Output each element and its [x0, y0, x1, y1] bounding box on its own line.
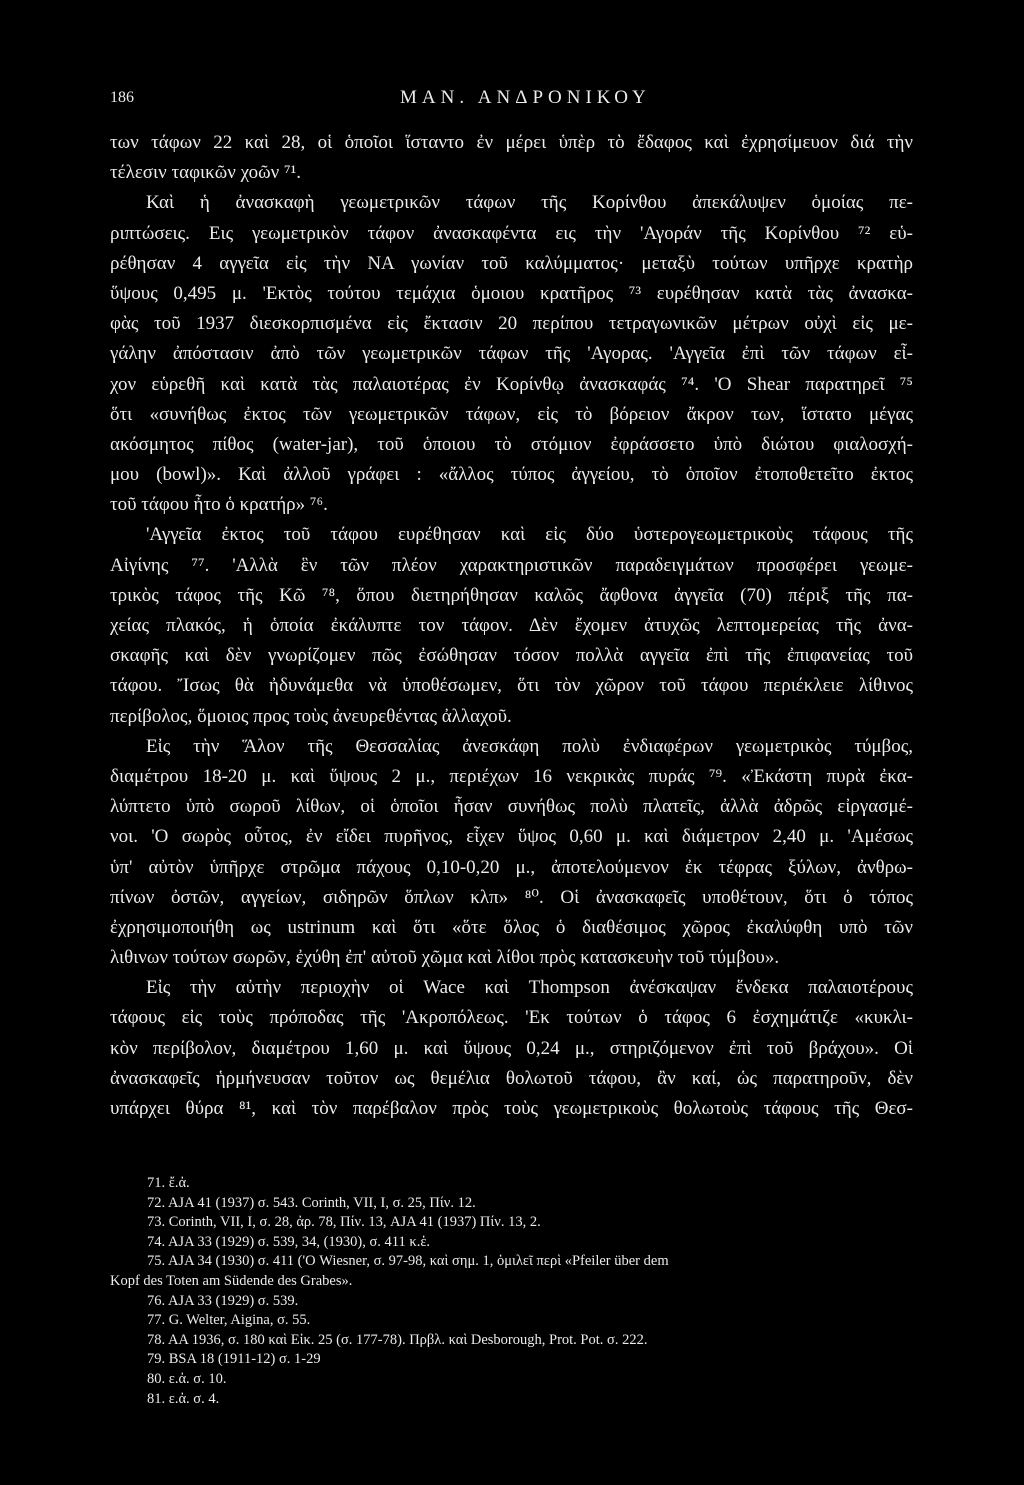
text-line: σκαφῆς καὶ δὲν γνωρίζομεν πῶς ἐσώθησαν τόσον πολλὰ αγγεῖα ἐπὶ τῆς ἐπιφανείας τοῦ	[110, 645, 913, 667]
text-line: Καὶ ἡ ἀνασκαφὴ γεωμετρικῶν τάφων τῆς Κορίνθου ἀπεκάλυψεν ὁμοίας πε-	[146, 192, 913, 214]
text-line: τάφους εἰς τοὺς πρόποδας τῆς 'Ακροπόλεως. 'Εκ τούτων ὁ τάφος 6 ἐσχημάτιζε «κυκλι-	[110, 1007, 913, 1029]
text-line: Εἰς τὴν αὐτὴν περιοχὴν οἱ Wace καὶ Thompson ἀνέσκαψαν ἕνδεκα παλαιοτέρους	[146, 977, 913, 999]
text-line: των τάφων 22 καὶ 28, οἱ ὁποῖοι ἵσταντο ἐν μέρει ὑπὲρ τὸ ἔδαφος καὶ ἐχρησίμευον διά τὴν	[110, 132, 913, 153]
text-line: κὸν περίβολον, διαμέτρου 1,60 μ. καὶ ὕψους 0,24 μ., στηριζόμενον ἐπὶ τοῦ βράχου». Οἱ	[110, 1037, 913, 1059]
text-line: ρέθησαν 4 αγγεῖα εἰς τὴν ΝΑ γωνίαν τοῦ καλύμματος· μεταξὺ τούτων υπῆρχε κρατὴρ	[110, 252, 913, 274]
footnote: 77. G. Welter, Aigina, σ. 55.	[147, 1312, 311, 1329]
text-line: νοι. 'Ο σωρὸς οὗτος, ἐν εἴδει πυρῆνος, εἶχεν ὕψος 0,60 μ. καὶ διάμετρον 2,40 μ. 'Αμέσως	[110, 826, 913, 848]
footnote: 80. ε.ἀ. σ. 10.	[147, 1370, 227, 1387]
page-number: 186	[110, 89, 134, 106]
text-line: χον εὑρεθῆ καὶ κατὰ τὰς παλαιοτέρας ἐν Κορίνθῳ ἀνασκαφάς ⁷⁴. 'Ο Shear παρατηρεῖ ⁷⁵	[110, 373, 913, 395]
text-line: ριπτώσεις. Εις γεωμετρικὸν τάφον ἀνασκαφέντα εις τὴν 'Αγοράν τῆς Κορίνθου ⁷² εὑ-	[110, 222, 913, 244]
text-line: φὰς τοῦ 1937 διεσκορπισμένα εἰς ἔκτασιν 20 περίπου τετραγωνικῶν μέτρων οὐχὶ εἰς με-	[110, 313, 913, 335]
text-line: λιθινων τούτων σωρῶν, ἐχύθη ἐπ' αὐτοῦ χῶμα καὶ λίθοι πρὸς κατασκευὴν τοῦ τύμβου».	[110, 947, 780, 969]
text-line: πίνων ὀστῶν, αγγείων, σιδηρῶν ὅπλων κλπ» ⁸⁰. Οἱ ἀνασκαφεῖς υποθέτουν, ὅτι ὁ τόπος	[110, 886, 913, 908]
text-line: περίβολος, ὅμοιος προς τοὺς ἀνευρεθέντας ἀλλαχοῦ.	[110, 705, 512, 727]
text-line: τρικὸς τάφος τῆς Κῶ ⁷⁸, ὅπου διετηρήθησαν καλῶς ἄφθονα ἀγγεῖα (70) πέριξ τῆς πα-	[110, 584, 913, 606]
text-line: τοῦ τάφου ἦτο ὁ κρατήρ» ⁷⁶.	[110, 494, 328, 516]
running-head: ΜΑΝ. ΑΝΔΡΟΝΙΚΟΥ	[400, 87, 651, 108]
text-line: τάφου. Ἴσως θὰ ἠδυνάμεθα νὰ ὑποθέσωμεν, ὅτι τὸν χῶρον τοῦ τάφου περιέκλειε λίθινος	[110, 675, 913, 697]
text-line: 'Αγγεῖα ἐκτος τοῦ τάφου ευρέθησαν καὶ εἰς δύο ὑστερογεωμετρικοὺς τάφους τῆς	[146, 524, 913, 546]
page-header	[110, 89, 910, 113]
text-line: μου (bowl)». Καὶ ἀλλοῦ γράφει : «ἄλλος τύπος ἀγγείου, τὸ ὁποῖον ἐτοποθετεῖτο ἐκτος	[110, 464, 913, 486]
footnote: 81. ε.ἀ. σ. 4.	[147, 1390, 220, 1407]
footnote: 76. AJA 33 (1929) σ. 539.	[147, 1292, 299, 1309]
body-text	[110, 128, 913, 1124]
footnotes	[110, 1174, 910, 1409]
text-line: λύπτετο ὑπὸ σωροῦ λίθων, οἱ ὁποῖοι ἦσαν συνήθως πολὺ πλατεῖς, ἀλλὰ ἀδρῶς εἰργασμέ-	[110, 796, 913, 818]
text-line: διαμέτρου 18-20 μ. καὶ ὕψους 2 μ., περιέχων 16 νεκρικὰς πυράς ⁷⁹. «Ἐκάστη πυρὰ ἐκα-	[110, 765, 913, 787]
text-line: χείας πλακός, ἡ ὁποία ἐκάλυπτε τον τάφον. Δὲν ἔχομεν ἀτυχῶς λεπτομερείας τῆς ἀνα-	[110, 615, 913, 636]
text-line: Αἰγίνης ⁷⁷. 'Αλλὰ ἓν τῶν πλέον χαρακτηριστικῶν παραδειγμάτων προσφέρει γεωμε-	[110, 554, 913, 576]
text-line: ἐχρησιμοποιήθη ως ustrinum καὶ ὅτι «ὅτε ὅλος ὁ διαθέσιμος χῶρος ἐκαλύφθη υπὸ τῶν	[110, 916, 913, 938]
footnote: 74. AJA 33 (1929) σ. 539, 34, (1930), σ. 411 κ.ἑ.	[147, 1233, 431, 1250]
footnote: 72. AJA 41 (1937) σ. 543. Corinth, VII, I, σ. 25, Πίν. 12.	[147, 1194, 476, 1211]
text-line: τέλεσιν ταφικῶν χοῶν ⁷¹.	[110, 162, 302, 184]
footnote: 79. BSA 18 (1911-12) σ. 1-29	[147, 1351, 321, 1368]
text-line: ὅτι «συνήθως ἐκτος τῶν γεωμετρικῶν τάφων, εἰς τὸ βόρειον ἄκρον των, ἵστατο μέγας	[110, 403, 913, 425]
text-line: υπάρχει θύρα ⁸¹, καὶ τὸν παρέβαλον πρὸς τοὺς γεωμετρικοὺς θολωτοὺς τάφους τῆς Θεσ-	[110, 1098, 913, 1119]
footnote: Kopf des Toten am Südende des Grabes».	[110, 1272, 353, 1289]
text-line: γάλην ἀπόστασιν ἀπὸ τῶν γεωμετρικῶν τάφων τῆς 'Αγορας. 'Αγγεῖα ἐπὶ τῶν τάφων εἶ-	[110, 343, 913, 365]
text-line: ὑπ' αὐτὸν ὑπῆρχε στρῶμα πάχους 0,10-0,20 μ., ἀποτελούμενον ἐκ τέφρας ξύλων, ἀνθρω-	[110, 856, 913, 878]
footnote: 71. ἔ.ἀ.	[147, 1175, 190, 1191]
footnote: 73. Corinth, VII, I, σ. 28, ἀρ. 78, Πίν. 13, AJA 41 (1937) Πίν. 13, 2.	[147, 1214, 541, 1231]
text-line: ακόσμητος πίθος (water-jar), τοῦ ὁποιου τὸ στόμιον ἐφράσσετο ὑπὸ διώτου φιαλοσχή-	[110, 433, 913, 455]
text-line: Εἰς τὴν Ἅλον τῆς Θεσσαλίας ἀνεσκάφη πολὺ ἐνδιαφέρων γεωμετρικὸς τύμβος,	[146, 735, 913, 757]
footnote: 78. AA 1936, σ. 180 καὶ Εἰκ. 25 (σ. 177-78). Πρβλ. καὶ Desborough, Prot. Pot. σ. 222.	[147, 1331, 648, 1348]
text-line: ἀνασκαφεῖς ἡρμήνευσαν τοῦτον ως θεμέλια θολωτοῦ τάφου, ἂν καί, ὡς παρατηροῦν, δὲν	[110, 1067, 913, 1089]
footnote: 75. AJA 34 (1930) σ. 411 ('Ο Wiesner, σ. 97-98, καὶ σημ. 1, ὁμιλεῖ περὶ «Pfeiler über dem	[147, 1253, 669, 1270]
text-line: ὕψους 0,495 μ. 'Εκτὸς τούτου τεμάχια ὁμοιου κρατῆρος ⁷³ ευρέθησαν κατὰ τὰς ἀνασκα-	[110, 282, 913, 304]
